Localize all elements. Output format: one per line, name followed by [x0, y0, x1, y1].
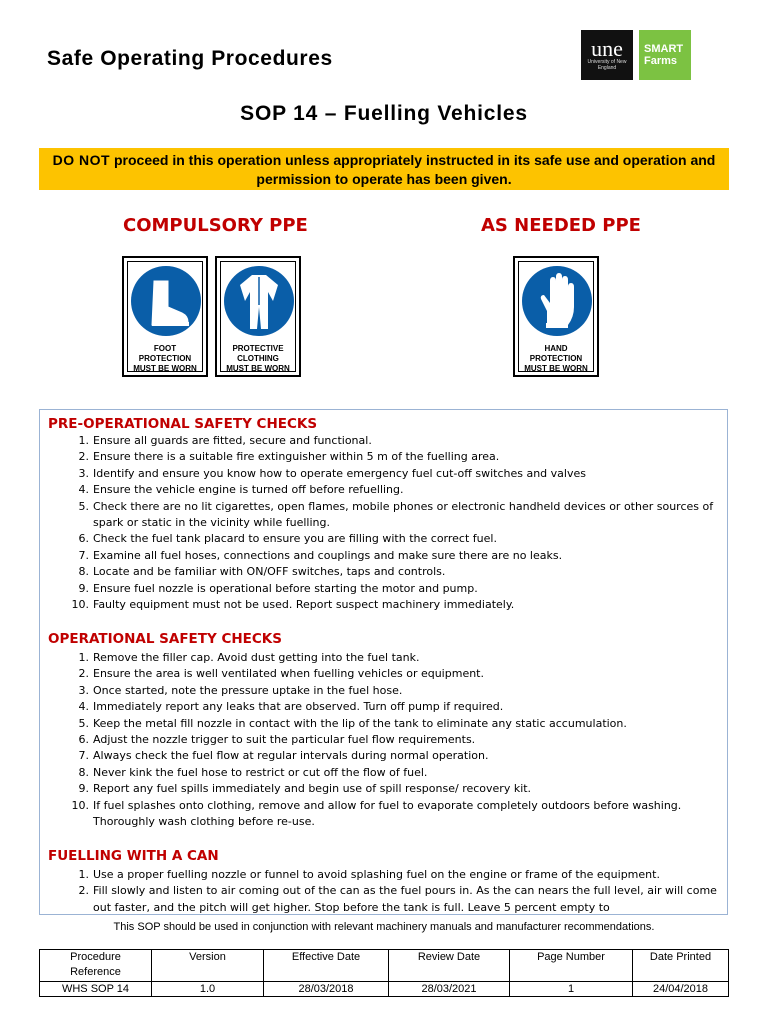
compulsory-ppe-heading: COMPULSORY PPE	[123, 215, 308, 236]
warning-prefix: DO NOT	[52, 152, 111, 168]
foot-protection-label: FOOT PROTECTION MUST BE WORN	[133, 344, 197, 373]
smart-farms-logo	[639, 30, 691, 80]
list-item: 10. Faulty equipment must not be used. Report suspect machinery immediately.	[71, 598, 515, 612]
meta-value: 1.0	[152, 982, 264, 997]
list-item: 7. Examine all fuel hoses, connections and couplings and make sure there are no leaks.	[78, 548, 563, 562]
list-item: 6. Adjust the nozzle trigger to suit the particular fuel flow requirements.	[78, 733, 476, 747]
list-item: 2. Fill slowly and listen to air coming out of the can as the fuel pours in. As the can nears the full level, air will come out faster, and the pitch will get higher. Stop before the tank is full. Leave 5 percent empty to	[78, 884, 717, 914]
meta-value-row	[40, 982, 729, 997]
glove-icon	[521, 263, 593, 339]
logos	[581, 30, 691, 80]
meta-value: 28/03/2018	[264, 982, 389, 997]
list-item: 2. Ensure there is a suitable fire extinguisher within 5 m of the fuelling area.	[78, 450, 500, 464]
list-item: 8. Never kink the fuel hose to restrict or cut off the flow of fuel.	[78, 765, 428, 779]
meta-header: Version	[152, 950, 264, 982]
meta-value: 24/04/2018	[633, 982, 729, 997]
footer-note: This SOP should be used in conjunction with relevant machinery manuals and manufacturer recommendations.	[113, 921, 655, 933]
warning-text: proceed in this operation unless appropriately instructed in its safe use and operation and permission to operate has been given.	[110, 152, 716, 187]
list-item: 9. Ensure fuel nozzle is operational before starting the motor and pump.	[78, 581, 478, 595]
list-item: 4. Ensure the vehicle engine is turned off before refuelling.	[78, 483, 404, 497]
coverall-icon	[223, 263, 295, 339]
operational-heading: OPERATIONAL SAFETY CHECKS	[48, 631, 282, 647]
hand-protection-sign	[513, 256, 599, 377]
as-needed-ppe-heading: AS NEEDED PPE	[481, 215, 641, 236]
list-item: 1. Use a proper fuelling nozzle or funnel to avoid splashing fuel on the engine or frame of the equipment.	[78, 868, 660, 881]
list-item: 5. Keep the metal fill nozzle in contact with the lip of the tank to eliminate any static accumulation.	[78, 716, 627, 730]
list-item: 3. Once started, note the pressure uptake in the fuel hose.	[78, 683, 403, 697]
list-item: 4. Immediately report any leaks that are observed. Turn off pump if required.	[78, 700, 504, 714]
meta-header: Date Printed	[633, 950, 729, 982]
protective-clothing-sign	[215, 256, 301, 377]
list-item: 9. Report any fuel spills immediately and begin use of spill response/ recovery kit.	[78, 782, 532, 796]
meta-value: 28/03/2021	[389, 982, 510, 997]
list-item: 2. Ensure the area is well ventilated when fuelling vehicles or equipment.	[78, 667, 484, 681]
document-title: Safe Operating Procedures	[47, 47, 333, 70]
smart-farms-logo-line1: SMART	[644, 43, 684, 55]
une-logo	[581, 30, 633, 80]
une-logo-main: une	[591, 36, 623, 61]
meta-header-row	[40, 950, 729, 982]
smart-farms-logo-line2: Farms	[644, 55, 678, 67]
list-item: 5. Check there are no lit cigarettes, open flames, mobile phones or electronic handheld devices or other sources of spark or static in the vicinity while fuelling.	[78, 499, 714, 530]
pre-operational-list	[40, 433, 725, 613]
une-logo-sub: University of New England	[587, 59, 627, 71]
boot-icon	[130, 263, 202, 339]
fuelling-can-list	[40, 867, 725, 915]
meta-header: Effective Date	[264, 950, 389, 982]
meta-value: 1	[510, 982, 633, 997]
list-item: 1. Remove the filler cap. Avoid dust getting into the fuel tank.	[78, 651, 420, 664]
meta-header: Page Number	[510, 950, 633, 982]
pre-operational-heading: PRE-OPERATIONAL SAFETY CHECKS	[48, 416, 318, 432]
list-item: 10. If fuel splashes onto clothing, remove and allow for fuel to evaporate completely outdoors before washing. Thoroughly wash clothing before re-use.	[71, 798, 682, 829]
list-item: 8. Locate and be familiar with ON/OFF switches, taps and controls.	[78, 565, 446, 579]
sop-title: SOP 14 – Fuelling Vehicles	[240, 102, 528, 125]
warning-banner	[39, 148, 729, 190]
foot-protection-sign	[122, 256, 208, 377]
list-item: 6. Check the fuel tank placard to ensure you are filling with the correct fuel.	[78, 532, 497, 546]
operational-list	[40, 650, 725, 830]
document-meta-table	[39, 949, 729, 997]
safety-checks-box	[39, 409, 728, 915]
meta-header: Review Date	[389, 950, 510, 982]
list-item: 7. Always check the fuel flow at regular intervals during normal operation.	[78, 749, 489, 763]
list-item: 1. Ensure all guards are fitted, secure and functional.	[78, 434, 372, 447]
fuelling-can-heading: FUELLING WITH A CAN	[48, 848, 219, 864]
hand-protection-label: HAND PROTECTION MUST BE WORN	[524, 344, 588, 373]
protective-clothing-label: PROTECTIVE CLOTHING MUST BE WORN	[226, 344, 290, 373]
meta-value: WHS SOP 14	[40, 982, 152, 997]
meta-header: Procedure Reference	[40, 950, 152, 982]
list-item: 3. Identify and ensure you know how to operate emergency fuel cut-off switches and valves	[78, 466, 586, 480]
